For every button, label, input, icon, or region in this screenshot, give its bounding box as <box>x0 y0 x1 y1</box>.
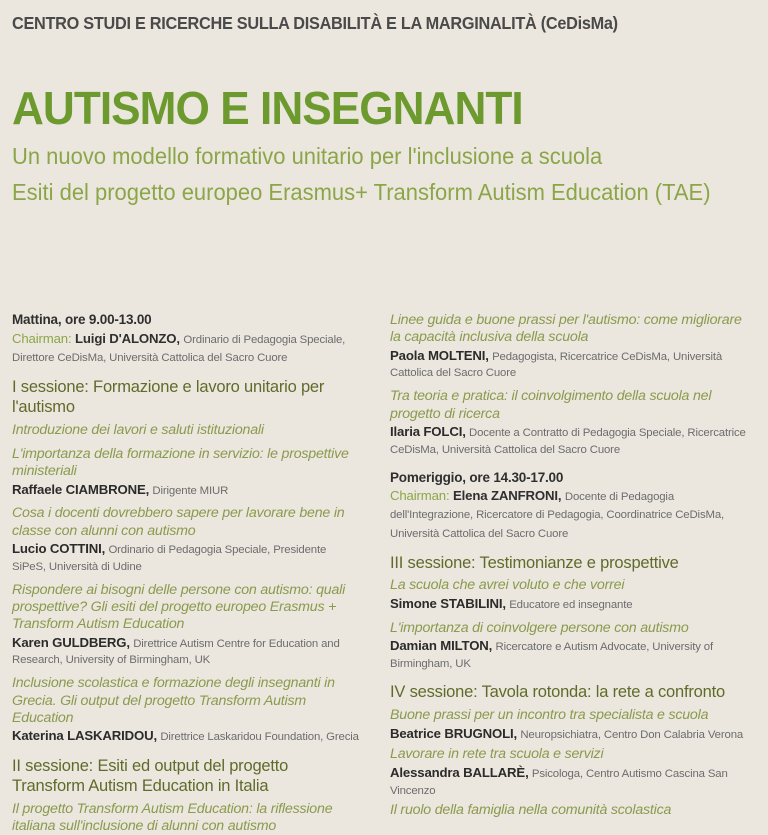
subtitle-line-2: Esiti del progetto europeo Erasmus+ Transform Autism Education (TAE) <box>12 178 711 205</box>
speaker-name: Simone STABILINI, <box>390 595 506 611</box>
chairman-label: Chairman: <box>12 330 72 346</box>
organization-name: CENTRO STUDI E RICERCHE SULLA DISABILITÀ E LA MARGINALITÀ (CeDisMa) <box>12 13 618 33</box>
section-spacer <box>390 459 756 470</box>
talk-speaker <box>12 481 363 499</box>
program-columns <box>0 312 768 835</box>
talk-speaker <box>390 637 756 672</box>
talk-title: Inclusione scolastica e formazione degli insegnanti in Grecia. Gli output del progetto Transform Autism Education <box>12 675 335 726</box>
talk-title: Introduzione dei lavori e saluti istituzionali <box>12 421 264 438</box>
talk-title: Rispondere ai bisogni delle persone con autismo: quali prospettive? Gli esiti del progetto europeo Erasmus + Transform Autism Education <box>12 581 346 633</box>
poster-header <box>0 0 768 33</box>
talk-title: Il ruolo della famiglia nella comunità scolastica <box>390 802 672 819</box>
talk-speaker <box>12 540 363 575</box>
speaker-affiliation: Neuropsichiatra, Centro Don Calabria Verona <box>520 728 744 741</box>
speaker-name: Alessandra BALLARÈ, <box>390 764 529 780</box>
afternoon-time-heading: Pomeriggio, ore 14.30-17.00 <box>390 469 564 485</box>
morning-time-heading: Mattina, ore 9.00-13.00 <box>12 312 152 327</box>
morning-chairman-line <box>12 330 363 366</box>
speaker-name: Beatrice BRUGNOLI, <box>390 725 518 741</box>
session-heading-3: III sessione: Testimonianze e prospettive <box>390 553 679 572</box>
speaker-name: Katerina LASKARIDOU, <box>12 728 158 744</box>
talk-speaker <box>12 634 363 669</box>
chairman-label: Chairman: <box>390 488 450 504</box>
talk-title: Il progetto Transform Autism Education: la riflessione italiana sull'inclusione di alunni con autismo <box>12 800 333 834</box>
session-heading-2: II sessione: Esiti ed output del progetto Transform Autism Education in Italia <box>12 756 289 795</box>
speaker-affiliation: Direttrice Laskaridou Foundation, Grecia <box>160 731 359 744</box>
talk-title: Tra teoria e pratica: il coinvolgimento della scuola nel progetto di ricerca <box>390 388 712 422</box>
chairman-name: Luigi D'ALONZO, <box>75 330 180 346</box>
speaker-name: Ilaria FOLCI, <box>390 423 466 439</box>
speaker-affiliation: Dirigente MIUR <box>152 484 229 497</box>
speaker-name: Paola MOLTENI, <box>390 347 489 363</box>
talk-title: L'importanza di coinvolgere persone con autismo <box>390 619 689 636</box>
talk-title: La scuola che avrei voluto e che vorrei <box>390 577 625 594</box>
speaker-affiliation: Psicologa, Centro Autismo Cascina San Vincenzo <box>390 767 728 797</box>
subtitle-line-1: Un nuovo modello formativo unitario per l'inclusione a scuola <box>12 143 603 170</box>
talk-speaker <box>12 727 363 745</box>
talk-speaker <box>390 595 756 613</box>
title-block <box>0 82 768 207</box>
speaker-affiliation: Educatore ed insegnante <box>509 598 633 611</box>
program-column-left <box>0 312 385 835</box>
talk-speaker <box>390 347 756 382</box>
chairman-affiliation: Ordinario di Pedagogia Speciale, Direttore CeDisMa, Università Cattolica del Sacro Cuore <box>12 333 346 364</box>
page-title: AUTISMO E INSEGNANTI <box>12 82 523 135</box>
talk-speaker <box>390 725 756 743</box>
chairman-affiliation: Docente di Pedagogia dell'Integrazione, Ricercatore di Pedagogia, Coordinatrice CeDisMa, Università Cattolica del Sacro Cuore <box>390 491 725 540</box>
speaker-affiliation: Direttrice Autism Centre for Education and Research, University of Birmingham, UK <box>12 637 340 667</box>
session-heading-4: IV sessione: Tavola rotonda: la rete a confronto <box>390 683 725 702</box>
speaker-affiliation: Ordinario di Pedagogia Speciale, Presidente SiPeS, Università di Udine <box>12 543 327 573</box>
talk-speaker <box>390 764 756 799</box>
talk-title: L'importanza della formazione in servizio: le prospettive ministeriali <box>12 445 349 480</box>
speaker-name: Damian MILTON, <box>390 637 493 653</box>
speaker-affiliation: Ricercatore e Autism Advocate, University of Birmingham, UK <box>390 640 714 670</box>
speaker-name: Raffaele CIAMBRONE, <box>12 481 150 497</box>
talk-title: Cosa i docenti dovrebbero sapere per lavorare bene in classe con alunni con autismo <box>12 505 345 539</box>
speaker-affiliation: Docente a Contratto di Pedagogia Speciale, Ricercatrice CeDisMa, Università Cattolica del Sacro Cuore <box>390 426 746 456</box>
afternoon-chairman-line <box>390 487 756 541</box>
chairman-name: Elena ZANFRONI, <box>453 488 562 504</box>
talk-title: Buone prassi per un incontro tra specialista e scuola <box>390 707 709 724</box>
program-column-right <box>385 312 768 820</box>
session-heading-1: I sessione: Formazione e lavoro unitario per l'autismo <box>12 377 325 416</box>
talk-title: Linee guida e buone prassi per l'autismo: come migliorare la capacità inclusiva della scuola <box>390 312 742 346</box>
speaker-name: Lucio COTTINI, <box>12 540 106 556</box>
talk-speaker <box>390 423 756 458</box>
talk-title: Lavorare in rete tra scuola e servizi <box>390 746 604 763</box>
speaker-affiliation: Pedagogista, Ricercatrice CeDisMa, Università Cattolica del Sacro Cuore <box>390 350 723 380</box>
speaker-name: Karen GULDBERG, <box>12 634 130 650</box>
